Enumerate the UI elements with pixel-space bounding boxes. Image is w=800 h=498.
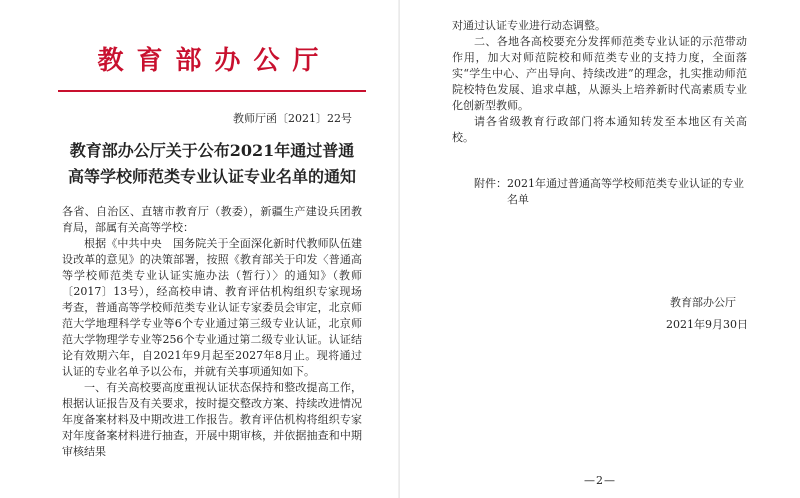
paragraph-2-continued: 对通过认证专业进行动态调整。 <box>452 19 606 32</box>
left-body <box>62 204 362 460</box>
document-number: 教师厅函〔2021〕22号 <box>233 112 352 125</box>
salutation: 各省、自治区、直辖市教育厅（教委），新疆生产建设兵团教育局，部属有关高等学校： <box>62 205 362 234</box>
paragraph-3: 二、各地各高校要充分发挥师范类专业认证的示范带动作用，加大对师范院校和师范类专业的支持力度，全面落实“学生中心、产出导向、持续改进”的理念，扎实推动师范院校特色发展、追求卓越，从源头上培养新时代高素质专业化创新型教师。 <box>452 35 747 112</box>
paragraph-4: 请各省级教育行政部门将本通知转发至本地区有关高校。 <box>452 115 747 144</box>
paragraph-1: 根据《中共中央 国务院关于全面深化新时代教师队伍建设改革的意见》的决策部署，按照《教育部关于印发〈普通高等学校师范类专业认证实施办法（暂行）〉的通知》（教师〔2017〕13号），经高校申请、教育评估机构组织专家现场考查，普通高等学校师范类专业认证专家委员会审定，北京师范大学地理科学专业等6个专业通过第三级专业认证，北京师范大学物理学专业等256个专业通过第二级专业认证。认证结论有效期六年，自2021年9月起至2027年8月止。现将通过认证的专业名单予以公布，并就有关事项通知如下。 <box>62 237 362 378</box>
paragraph-2: 一、有关高校要高度重视认证状态保持和整改提高工作，根据认证报告及有关要求，按时提交整改方案、持续改进情况年度备案材料及中期改进工作报告。教育评估机构将组织专家对年度备案材料进行抽查，开展中期审核，并依据抽查和中期审核结果 <box>62 381 362 458</box>
document-title <box>58 138 366 190</box>
title-line-1: 教育部办公厅关于公布2021年通过普通 <box>69 141 355 160</box>
attachment-text: 2021年通过普通高等学校师范类专业认证的专业名单 <box>507 177 744 206</box>
page-number: —2— <box>584 474 616 487</box>
attachment-label: 附件： <box>474 177 507 190</box>
header-red-line <box>58 90 366 92</box>
issuer-header: 教育部办公厅 <box>97 46 332 76</box>
signer: 教育部办公厅 <box>670 296 736 309</box>
right-page <box>400 0 800 498</box>
signature-block <box>608 292 748 336</box>
issue-date: 2021年9月30日 <box>666 318 748 331</box>
attachment <box>474 176 744 208</box>
right-body <box>452 18 747 146</box>
title-line-2: 高等学校师范类专业认证专业名单的通知 <box>67 167 356 186</box>
